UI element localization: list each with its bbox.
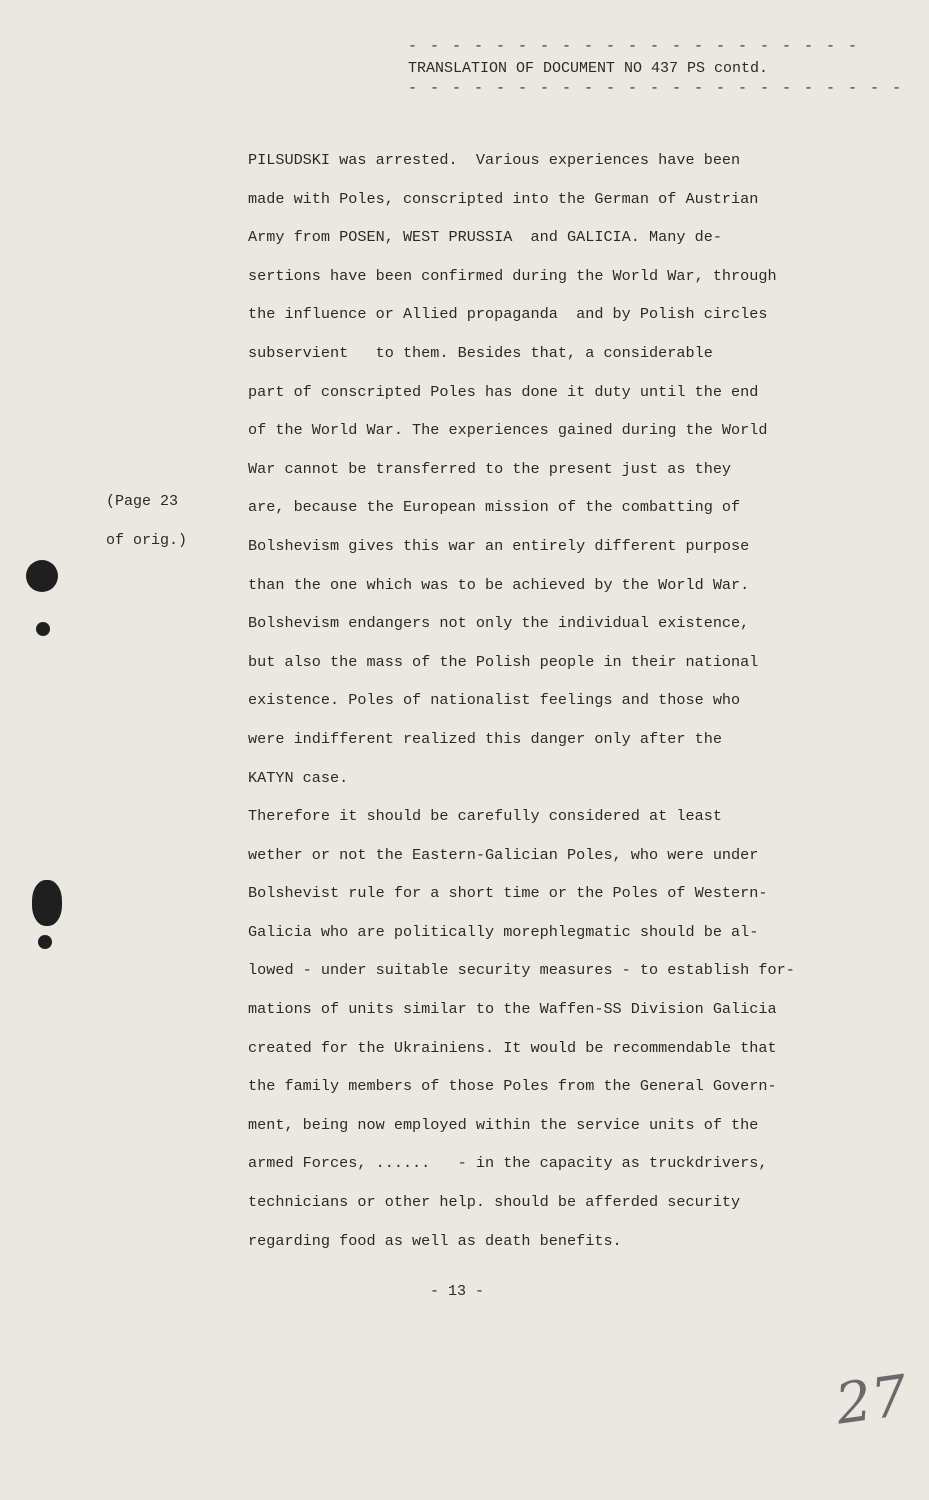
body-line: but also the mass of the Polish people in their national	[248, 652, 759, 671]
document-header	[408, 38, 904, 97]
body-line: existence. Poles of nationalist feelings and those who	[248, 691, 741, 710]
body-line: are, because the European mission of the combatting of	[248, 498, 741, 517]
body-line: Bolshevism endangers not only the individual existence,	[248, 614, 750, 633]
body-line: ment, being now employed within the service units of the	[248, 1115, 759, 1134]
body-line: Bolshevist rule for a short time or the Poles of Western-	[248, 884, 768, 903]
page-number: - 13 -	[430, 1283, 485, 1300]
document-title: TRANSLATION OF DOCUMENT NO 437 PS contd.	[408, 60, 769, 77]
body-line: made with Poles, conscripted into the German of Austrian	[248, 189, 759, 208]
body-line: the influence or Allied propaganda and by Polish circles	[248, 305, 768, 324]
body-line: technicians or other help. should be afferded security	[248, 1193, 741, 1212]
header-rule-top: - - - - - - - - - - - - - - - - - - - - -	[408, 38, 860, 55]
body-line: Bolshevism gives this war an entirely different purpose	[248, 536, 750, 555]
body-line: mations of units similar to the Waffen-SS Division Galicia	[248, 1000, 777, 1019]
body-line: created for the Ukrainiens. It would be recommendable that	[248, 1038, 777, 1057]
punch-hole-upper	[26, 560, 58, 592]
body-line: regarding food as well as death benefits.	[248, 1231, 622, 1250]
punch-hole-lower	[32, 880, 62, 926]
body-line: subservient to them. Besides that, a considerable	[248, 343, 713, 362]
body-line: than the one which was to be achieved by the World War.	[248, 575, 750, 594]
body-line: KATYN case.	[248, 768, 349, 787]
document-body	[248, 141, 848, 1260]
body-line: Army from POSEN, WEST PRUSSIA and GALICIA. Many de-	[248, 228, 722, 247]
body-line: part of conscripted Poles has done it duty until the end	[248, 382, 759, 401]
header-rule-bottom: - - - - - - - - - - - - - - - - - - - - - - -	[408, 80, 904, 97]
body-line: armed Forces, ...... - in the capacity as truckdrivers,	[248, 1154, 768, 1173]
margin-note-orig: of orig.)	[106, 532, 188, 549]
body-line: wether or not the Eastern-Galician Poles, who were under	[248, 845, 759, 864]
margin-note-page: (Page 23	[106, 493, 179, 510]
body-line: were indifferent realized this danger only after the	[248, 729, 722, 748]
body-line: Therefore it should be carefully considered at least	[248, 807, 722, 826]
handwritten-folio-number: 27	[831, 1363, 912, 1438]
body-line: of the World War. The experiences gained during the World	[248, 421, 768, 440]
body-line: War cannot be transferred to the present just as they	[248, 459, 732, 478]
body-line: the family members of those Poles from the General Govern-	[248, 1077, 777, 1096]
body-line: lowed - under suitable security measures - to establish for-	[248, 961, 795, 980]
punch-hole-mark-lower	[38, 935, 52, 949]
body-line: sertions have been confirmed during the World War, through	[248, 266, 777, 285]
punch-hole-mark-upper	[36, 622, 50, 636]
body-line: Galicia who are politically morephlegmatic should be al-	[248, 922, 759, 941]
body-line: PILSUDSKI was arrested. Various experiences have been	[248, 151, 741, 169]
